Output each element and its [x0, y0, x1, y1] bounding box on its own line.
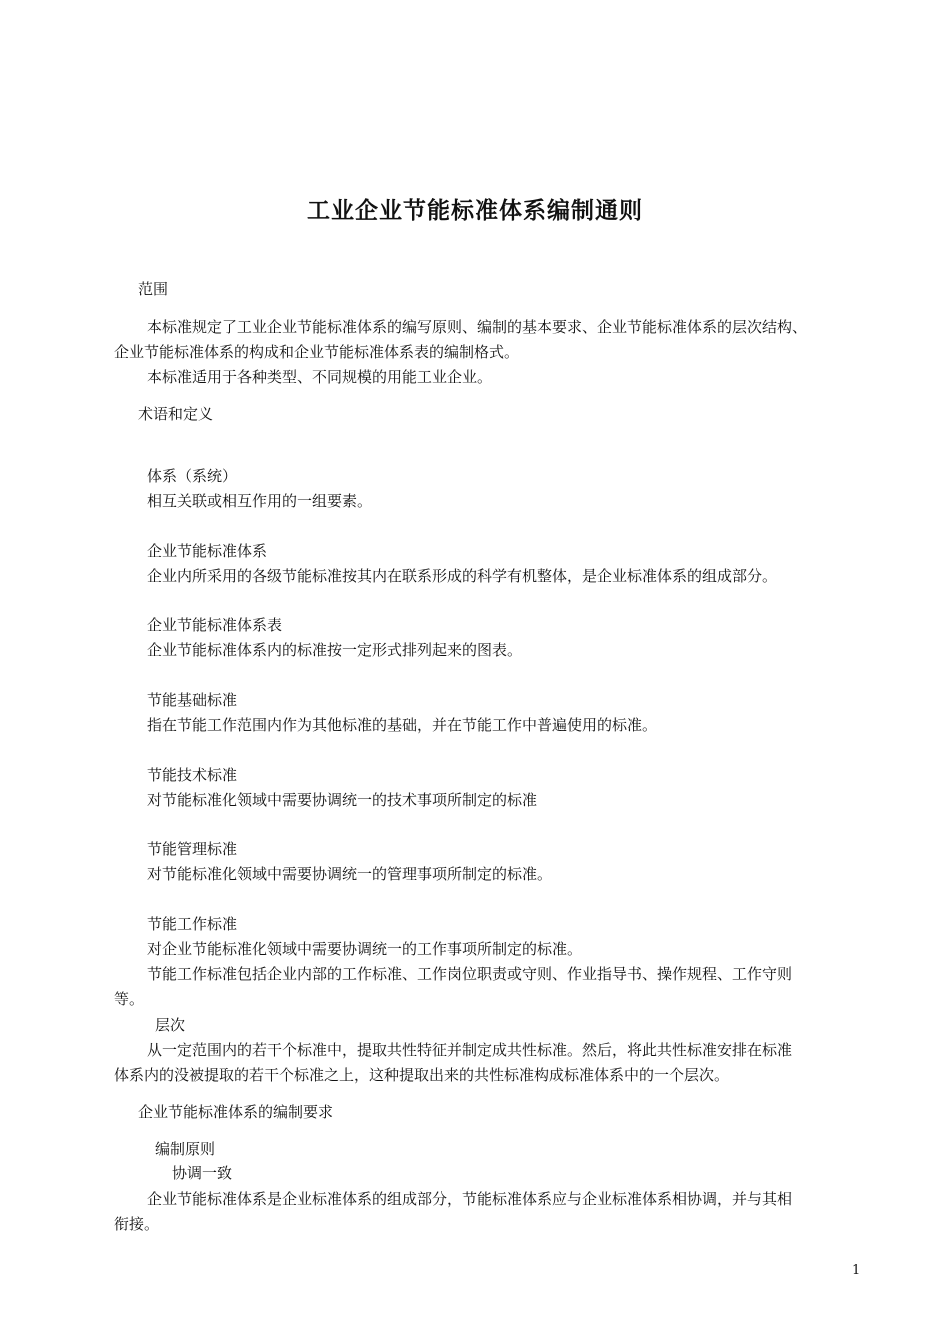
term-definition: 对企业节能标准化领域中需要协调统一的工作事项所制定的标准。	[147, 940, 583, 958]
subsection-heading: 编制原则	[155, 1140, 216, 1158]
page-number: 1	[852, 1263, 861, 1278]
section-heading-requirements: 企业节能标准体系的编制要求	[138, 1103, 334, 1121]
term-definition-line: 从一定范围内的若干个标准中，提取共性特征并制定成共性标准。然后，将此共性标准安排在标准	[147, 1041, 793, 1059]
scope-paragraph-line: 企业节能标准体系的构成和企业节能标准体系表的编制格式。	[114, 343, 520, 361]
term-definition: 对节能标准化领域中需要协调统一的管理事项所制定的标准。	[147, 865, 553, 883]
scope-paragraph: 本标准适用于各种类型、不同规模的用能工业企业。	[147, 368, 493, 386]
term-definition: 企业节能标准体系内的标准按一定形式排列起来的图表。	[147, 641, 523, 659]
term-definition: 企业内所采用的各级节能标准按其内在联系形成的科学有机整体，是企业标准体系的组成部分。	[147, 567, 778, 585]
term-heading: 节能工作标准	[147, 915, 238, 933]
term-heading: 节能管理标准	[147, 840, 238, 858]
scope-paragraph-line: 本标准规定了工业企业节能标准体系的编写原则、编制的基本要求、企业节能标准体系的层次结构、	[147, 318, 808, 336]
term-heading: 层次	[155, 1016, 186, 1034]
term-heading: 企业节能标准体系	[147, 542, 268, 560]
requirements-paragraph-line: 衔接。	[114, 1215, 160, 1233]
term-heading: 企业节能标准体系表	[147, 616, 283, 634]
section-heading-scope: 范围	[138, 280, 169, 298]
term-definition: 指在节能工作范围内作为其他标准的基础，并在节能工作中普遍使用的标准。	[147, 716, 658, 734]
term-heading: 节能技术标准	[147, 766, 238, 784]
subsubsection-heading: 协调一致	[172, 1164, 233, 1182]
term-heading: 节能基础标准	[147, 691, 238, 709]
term-definition: 对节能标准化领域中需要协调统一的技术事项所制定的标准	[147, 791, 538, 809]
term-heading: 体系（系统）	[147, 467, 238, 485]
document-title: 工业企业节能标准体系编制通则	[307, 198, 643, 224]
requirements-paragraph-line: 企业节能标准体系是企业标准体系的组成部分，节能标准体系应与企业标准体系相协调，并与其相	[147, 1190, 793, 1208]
term-definition: 相互关联或相互作用的一组要素。	[147, 492, 373, 510]
section-heading-terms: 术语和定义	[138, 405, 214, 423]
term-note-line: 节能工作标准包括企业内部的工作标准、工作岗位职责或守则、作业指导书、操作规程、工作守则	[147, 965, 793, 983]
term-note-line: 等。	[114, 990, 145, 1008]
term-definition-line: 体系内的没被提取的若干个标准之上，这种提取出来的共性标准构成标准体系中的一个层次。	[114, 1066, 730, 1084]
